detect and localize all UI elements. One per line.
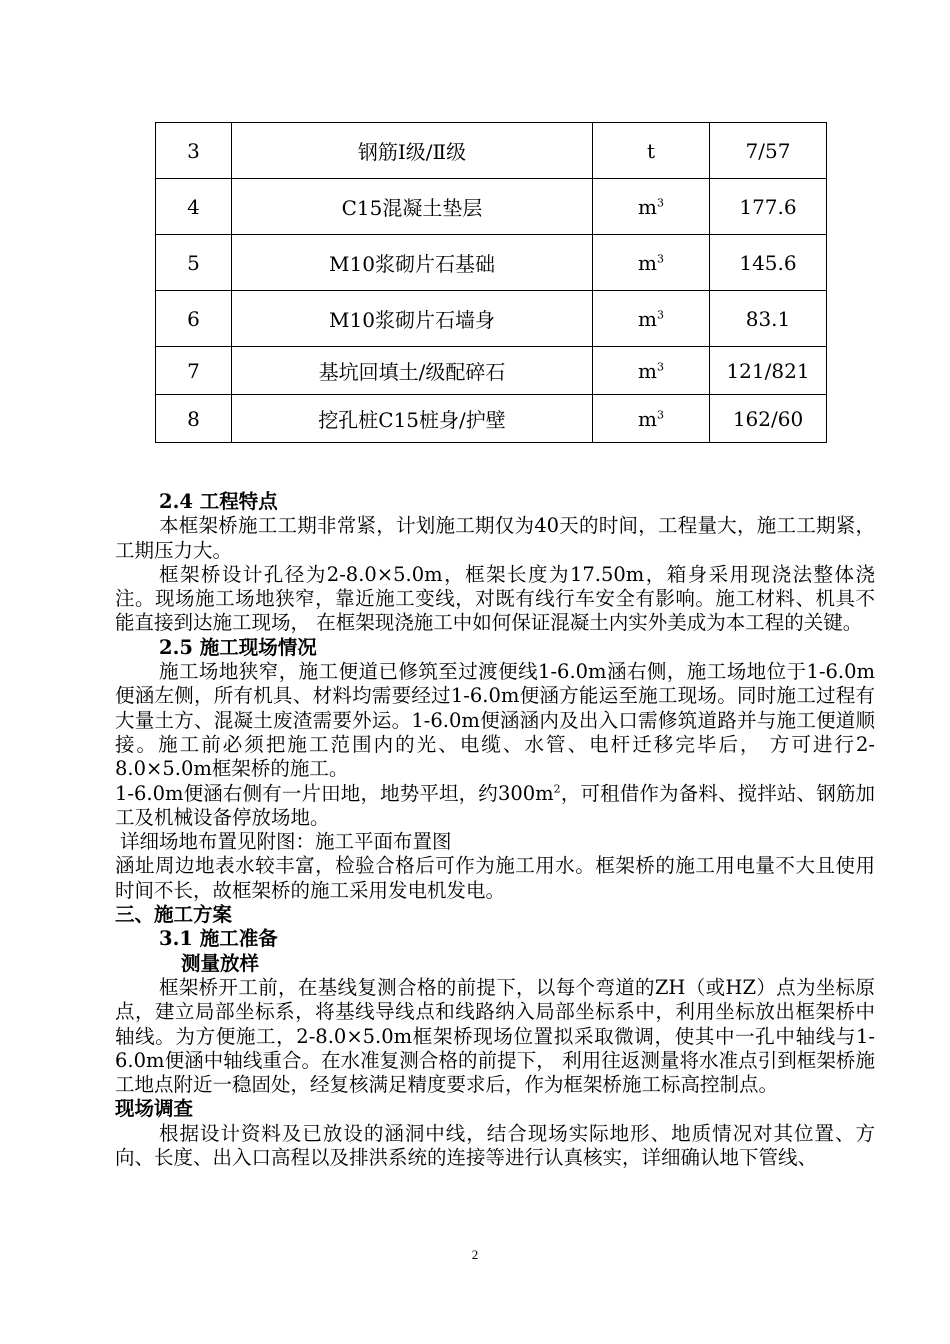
- row-number: 8: [156, 395, 232, 443]
- section-heading: 2.5 施工现场情况: [159, 635, 317, 659]
- section-heading: 3.1 施工准备: [159, 927, 278, 951]
- paragraph-text: ，可租借作为备料、搅拌站、钢筋加工及机械设备停放场地。: [115, 781, 875, 829]
- item-name: 钢筋Ⅰ级/Ⅱ级: [232, 123, 593, 179]
- unit: [593, 235, 710, 291]
- subsection-heading: 现场调查: [115, 1097, 194, 1121]
- unit-text: m: [638, 194, 657, 219]
- table-row: [156, 291, 827, 347]
- unit: [593, 179, 710, 235]
- unit-superscript: 3: [656, 359, 664, 373]
- unit-text: m: [638, 358, 657, 383]
- table-row: [156, 235, 827, 291]
- unit-superscript: 3: [656, 307, 664, 321]
- unit-text: m: [638, 406, 657, 431]
- quantity: 162/60: [710, 395, 827, 443]
- quantity: 83.1: [710, 291, 827, 347]
- paragraph-text: 1-6.0m便涵右侧有一片田地，地势平坦，约300m: [115, 781, 554, 805]
- paragraph: 涵址周边地表水较丰富，检验合格后可作为施工用水。框架桥的施工用电量不大且使用时间不长，故框架桥的施工采用发电机发电。: [115, 854, 875, 902]
- item-name: M10浆砌片石墙身: [232, 291, 593, 347]
- paragraph: 施工场地狭窄，施工便道已修筑至过渡便线1-6.0m涵右侧，施工场地位于1-6.0m便涵左侧，所有机具、材料均需要经过1-6.0m便涵方能运至施工现场。同时施工过程有大量土方、混凝土废渣需要外运。1-6.0m便涵涵内及出入口需修筑道路并与施工便道顺接。施工前必须把施工范围内的光、电缆、水管、电杆迁移完毕后， 方可进行2-8.0×5.0m框架桥的施工。: [115, 660, 875, 781]
- page-number: 2: [471, 1247, 479, 1262]
- table-row: [156, 179, 827, 235]
- row-number: 5: [156, 235, 232, 291]
- unit-superscript: 3: [656, 407, 664, 421]
- chapter-heading: 三、施工方案: [115, 903, 233, 927]
- paragraph: 详细场地布置见附图：施工平面布置图: [120, 830, 452, 854]
- item-name: 挖孔桩C15桩身/护壁: [232, 395, 593, 443]
- quantity: 7/57: [710, 123, 827, 179]
- unit: [593, 347, 710, 395]
- quantity: 177.6: [710, 179, 827, 235]
- section-heading: 2.4 工程特点: [159, 490, 278, 513]
- paragraph: 根据设计资料及已放设的涵洞中线，结合现场实际地形、地质情况对其位置、方向、长度、出入口高程以及排洪系统的连接等进行认真核实，详细确认地下管线、: [115, 1121, 875, 1170]
- item-name: 基坑回填土/级配碎石: [232, 347, 593, 395]
- area-superscript: 2: [553, 782, 561, 796]
- body-text: [115, 490, 875, 1170]
- table-row: [156, 395, 827, 443]
- table-row: [156, 123, 827, 179]
- subsection-heading: 测量放样: [181, 951, 260, 975]
- unit-text: t: [646, 138, 656, 163]
- item-name: C15混凝土垫层: [232, 179, 593, 235]
- paragraph: [115, 782, 875, 831]
- row-number: 6: [156, 291, 232, 347]
- unit-text: m: [638, 306, 657, 331]
- row-number: 3: [156, 123, 232, 179]
- unit-text: m: [638, 250, 657, 275]
- item-name: M10浆砌片石基础: [232, 235, 593, 291]
- paragraph: 框架桥开工前，在基线复测合格的前提下，以每个弯道的ZH（或HZ）点为坐标原点，建立局部坐标系，将基线导线点和线路纳入局部坐标系中，利用坐标放出框架桥中轴线。为方便施工，2-8.0×5.0m框架桥现场位置拟采取微调，使其中一孔中轴线与1-6.0m便涵中轴线重合。在水准复测合格的前提下， 利用往返测量将水准点引到框架桥施工地点附近一稳固处，经复核满足精度要求后，作为框架桥施工标高控制点。: [115, 975, 875, 1097]
- row-number: 4: [156, 179, 232, 235]
- quantity: 121/821: [710, 347, 827, 395]
- paragraph: 框架桥设计孔径为2-8.0×5.0m，框架长度为17.50m，箱身采用现浇法整体浇注。现场施工场地狭窄，靠近施工变线，对既有线行车安全有影响。施工材料、机具不能直接到达施工现场， 在框架现浇施工中如何保证混凝土内实外美成为本工程的关键。: [115, 562, 875, 635]
- quantity: 145.6: [710, 235, 827, 291]
- unit: [593, 123, 710, 179]
- unit: [593, 291, 710, 347]
- unit: [593, 395, 710, 443]
- quantity-table: [155, 122, 827, 443]
- paragraph: 本框架桥施工工期非常紧，计划施工期仅为40天的时间，工程量大，施工工期紧， 工期压力大。: [115, 514, 875, 562]
- table-row: [156, 347, 827, 395]
- unit-superscript: 3: [656, 251, 664, 265]
- row-number: 7: [156, 347, 232, 395]
- unit-superscript: 3: [656, 195, 664, 209]
